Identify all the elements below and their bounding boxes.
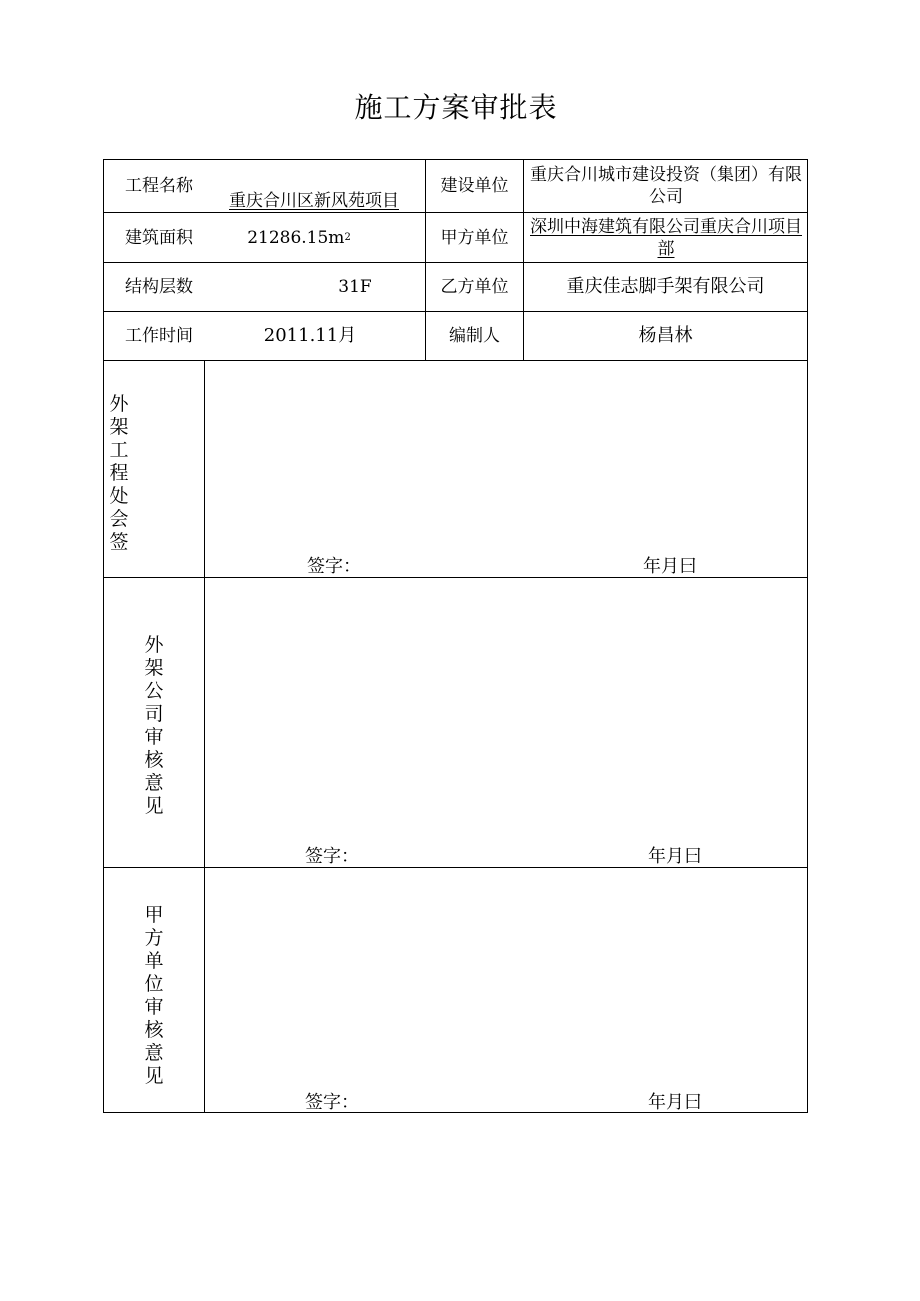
table-border-bottom	[103, 1112, 808, 1113]
area-value-cell	[214, 213, 384, 262]
date-label: 年月曰	[648, 1092, 702, 1113]
builder-value: 重庆合川城市建设投资（集团）有限公司	[530, 165, 802, 207]
row-divider	[103, 360, 808, 361]
section-label-scaffold-company-review: 外 架 公 司 审 核 意 见	[144, 634, 164, 817]
date-label: 年月曰	[643, 556, 697, 577]
section-label-party-a-review: 甲 方 单 位 审 核 意 见	[144, 904, 164, 1087]
floors-value: 31F	[338, 277, 372, 297]
project-name-label: 工程名称	[125, 176, 193, 196]
area-unit-superscript: 2	[344, 231, 351, 243]
time-value: 2011.11月	[263, 325, 357, 346]
signature-label: 签字：	[305, 1092, 359, 1113]
party-a-label: 甲方单位	[440, 227, 509, 248]
column-divider	[204, 360, 205, 1113]
signature-label: 签字：	[305, 846, 359, 867]
area-label: 建筑面积	[125, 227, 193, 248]
time-label: 工作时间	[125, 326, 193, 346]
table-border-right	[807, 159, 808, 1113]
builder-label: 建设单位	[440, 176, 509, 196]
project-name-value: 重庆合川区新风苑项目	[229, 191, 399, 211]
section-label-external-scaffold-countersign: 外 架 工 程 处 会 签	[109, 393, 129, 553]
date-label: 年月曰	[648, 846, 702, 867]
row-divider	[103, 577, 808, 578]
party-a-value: 深圳中海建筑有限公司重庆合川项目部	[530, 216, 802, 259]
floors-label: 结构层数	[125, 277, 193, 297]
signature-label: 签字：	[307, 556, 361, 577]
party-b-value: 重庆佳志脚手架有限公司	[566, 276, 765, 297]
area-value: 21286.15m	[247, 227, 345, 248]
row-divider	[103, 867, 808, 868]
author-label: 编制人	[449, 326, 500, 346]
page-title: 施工方案审批表	[354, 91, 558, 124]
author-value: 杨昌林	[638, 325, 693, 346]
party-b-label: 乙方单位	[440, 277, 509, 297]
